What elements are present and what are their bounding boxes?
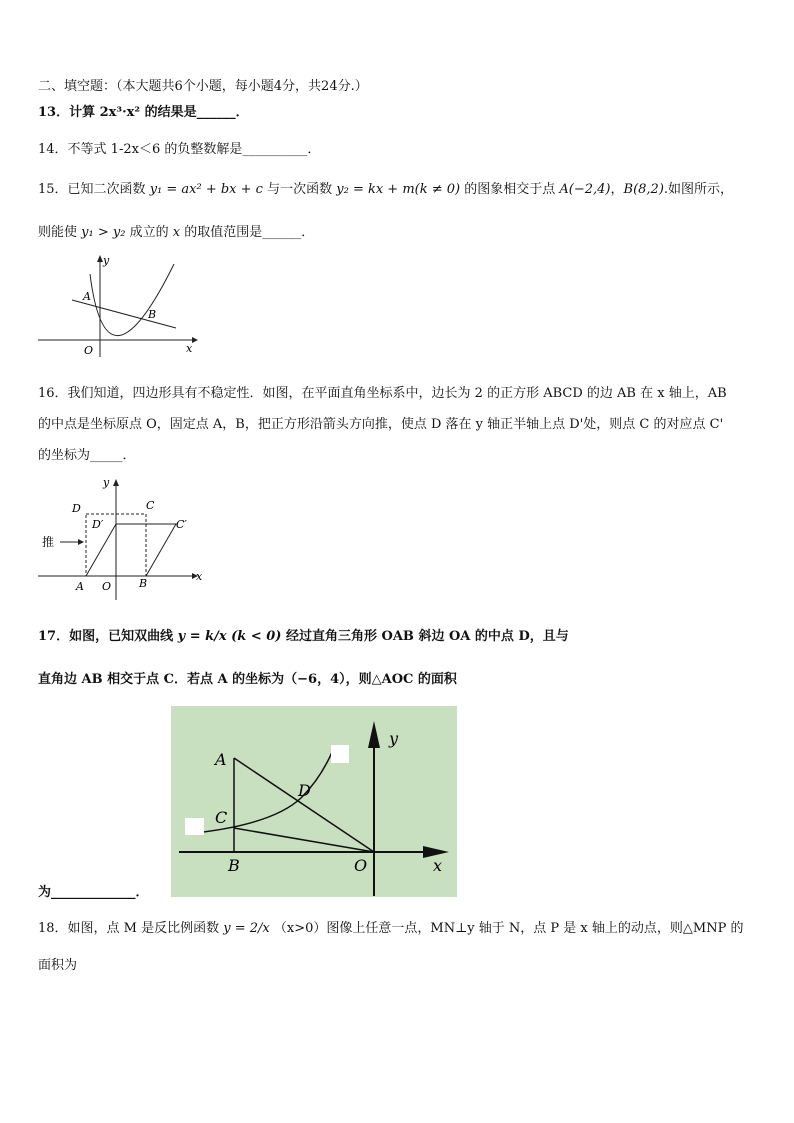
- question-17-line3: 为_____________．: [38, 885, 149, 900]
- q16-label-d: D: [72, 502, 81, 515]
- q16-figure: [36, 474, 211, 602]
- q15-point-b: B(8,2): [623, 182, 664, 197]
- q17-label-x: x: [433, 856, 443, 875]
- q16-label-a: A: [76, 580, 84, 593]
- q17-figure: [171, 706, 457, 897]
- q17-label-o: O: [354, 856, 368, 875]
- q17-label-b: B: [228, 856, 240, 875]
- q15-parabola: [90, 264, 174, 336]
- question-16-line1: 16．我们知道，四边形具有不稳定性．如图，在平面直角坐标系中，边长为 2 的正方形 ABCD 的边 AB 在 x 轴上，AB: [38, 386, 727, 401]
- q15-text-c: 的图象相交于点: [464, 182, 556, 197]
- q17-label-d: D: [298, 781, 311, 800]
- q15-point-a: A(−2,4): [559, 182, 611, 197]
- question-13: 13．计算 2x³·x² 的结果是______．: [38, 105, 249, 120]
- q15-line: [72, 300, 176, 328]
- question-16-line2: 的中点是坐标原点 O，固定点 A，B，把正方形沿箭头方向推，使点 D 落在 y 轴正半轴上点 D'处，则点 C 的对应点 C': [38, 417, 724, 432]
- question-14: 14．不等式 1-2x＜6 的负整数解是__________．: [38, 142, 321, 157]
- q15-text-line2c: 的取值范围是______．: [184, 225, 315, 240]
- q15-label-o: O: [84, 344, 94, 357]
- q17-label-c: C: [215, 808, 228, 827]
- q15-text-b: 与一次函数: [267, 182, 333, 197]
- q15-sep: ，: [610, 182, 624, 197]
- q16-y-arrow: [113, 479, 119, 486]
- q16-label-y: y: [103, 476, 110, 489]
- question-15-line1: [38, 181, 733, 199]
- question-17-line2: 直角边 AB 相交于点 C．若点 A 的坐标为（−6，4），则△AOC 的面积: [38, 672, 457, 687]
- q15-label-b: B: [148, 308, 157, 321]
- question-17-line1: [38, 628, 569, 646]
- q16-label-x: x: [196, 570, 203, 583]
- q17-white-box-2: [185, 818, 204, 835]
- q15-x-arrow: [192, 337, 198, 343]
- question-18-line2: 面积为: [38, 958, 78, 973]
- q15-text-line2b: 成立的: [129, 225, 169, 240]
- q15-text-a: 15．已知二次函数: [38, 182, 146, 197]
- q15-label-y: y: [103, 254, 110, 267]
- q15-label-a: A: [83, 290, 91, 303]
- q16-label-cprime: C′: [176, 518, 187, 531]
- q15-text-line2a: 则能使: [38, 225, 78, 240]
- q17-equation: y = k/x (k < 0): [177, 629, 282, 644]
- q16-label-b: B: [139, 577, 148, 590]
- q16-label-dprime: D′: [92, 518, 104, 531]
- q16-label-push: 推: [42, 535, 55, 549]
- q16-parallelogram: [86, 524, 176, 576]
- q17-text-a: 17．如图，已知双曲线: [38, 629, 174, 644]
- question-16-line3: 的坐标为_____．: [38, 448, 136, 463]
- q17-white-box-1: [331, 745, 349, 763]
- q15-text-d: .如图所示，: [663, 182, 734, 197]
- section-title: 二、填空题：（本大题共6个小题，每小题4分，共24分.）: [38, 79, 368, 94]
- q15-equation-2: y₂ = kx + m(k ≠ 0): [336, 182, 461, 197]
- question-18-line1: [38, 920, 743, 938]
- q18-text-b: （x>0）图像上任意一点，MN⊥y 轴于 N，点 P 是 x 轴上的动点，则△MNP 的: [273, 921, 744, 936]
- q15-equation-1: y₁ = ax² + bx + c: [149, 182, 263, 197]
- question-15-line2: [38, 224, 314, 242]
- q16-label-c: C: [146, 499, 155, 512]
- q17-figure-background: [171, 706, 457, 897]
- q17-text-b: 经过直角三角形 OAB 斜边 OA 的中点 D，且与: [286, 629, 569, 644]
- q18-text-a: 18．如图，点 M 是反比例函数: [38, 921, 220, 936]
- q17-label-y: y: [389, 729, 399, 748]
- q16-push-arrowhead: [78, 539, 84, 545]
- q17-label-a: A: [215, 750, 227, 769]
- q18-equation: y = 2/x: [223, 921, 270, 936]
- q15-xvar: x: [172, 225, 181, 240]
- q16-label-o: O: [102, 580, 112, 593]
- q15-figure: [36, 252, 201, 364]
- q15-label-x: x: [186, 342, 193, 355]
- q15-inequality: y₁ > y₂: [81, 225, 126, 240]
